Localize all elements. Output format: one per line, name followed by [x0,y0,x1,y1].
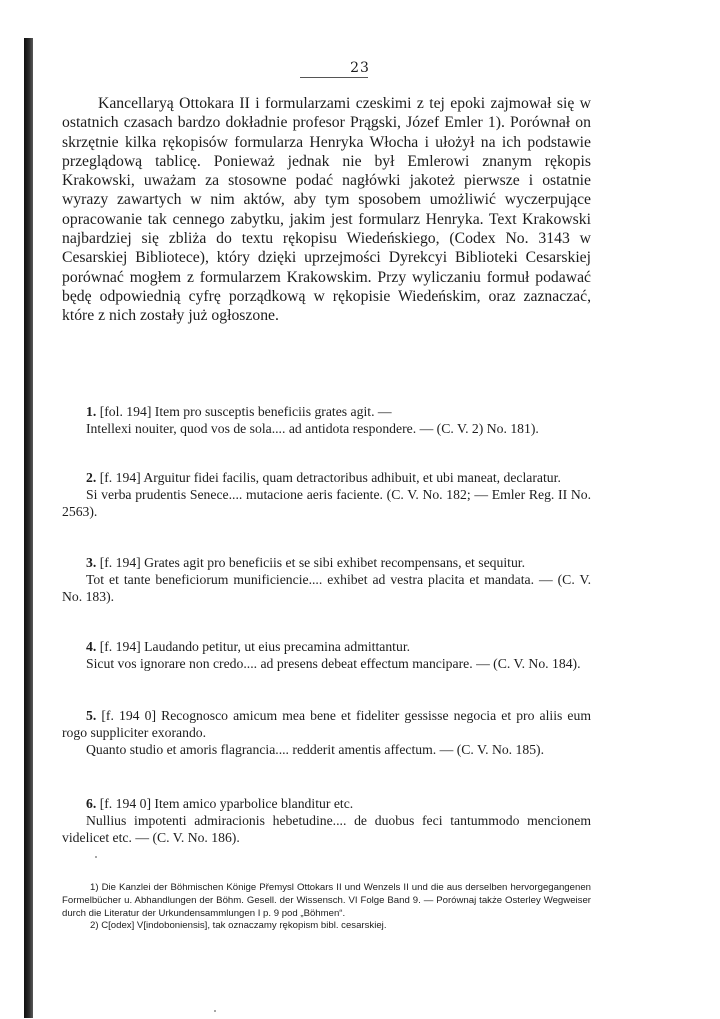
entry-incipit: Intellexi nouiter, quod vos de sola.... ad antidota respondere. — (C. V. 2) No. 181). [86,420,539,436]
footnote-marker: 2) [90,920,99,932]
entry-heading: [f. 194 0] Item amico yparbolice blanditur etc. [99,796,354,811]
entry-incipit: Quanto studio et amoris flagrancia.... redderit amentis affectum. — (C. V. No. 185). [86,741,545,757]
formula-entry-6 [62,796,591,846]
entry-number: 5. [86,708,97,723]
footnote-marker: 1) [90,882,99,893]
entry-number: 2. [86,470,97,485]
entry-heading: [f. 194] Arguitur fidei facilis, quam detractoribus adhibuit, et ubi maneat, declaratur. [99,470,561,485]
entry-number: 6. [86,796,97,811]
ink-speck [95,856,97,858]
footnote-1 [62,882,591,920]
entry-number: 1. [86,404,97,419]
ink-speck [214,1010,216,1012]
entry-heading: [f. 194] Grates agit pro beneficiis et se sibi exhibet recompensans, et sequitur. [99,555,526,570]
formula-entry-4 [62,639,591,673]
footnote-2 [62,920,591,933]
footnote-text: C[odex] V[indoboniensis], tak oznaczamy rękopism bibl. cesarskiej. [101,920,387,932]
page-number: 23 [350,60,370,76]
footnote-text: Die Kanzlei der Böhmischen Könige Přemysl Ottokars II und Wenzels II und die aus derselben hervorgegangenen Formelbücher u. Abhandlungen der Böhm. Gesell. der Wissensch. VI Folge Band 9. — Porównaj także Osterley Wegweiser durch die Literatur der Urkundensammlungen I p. 9 pod „Böhmen“. [62,882,591,919]
entry-incipit: Sicut vos ignorare non credo.... ad presens debeat effectum mancipare. — (C. V. No. 184). [86,655,581,671]
binding-edge [24,38,33,1018]
entry-number: 3. [86,555,97,570]
entry-heading: [f. 194] Laudando petitur, ut eius precamina admittantur. [99,639,411,654]
formula-entry-1 [62,404,591,438]
footnotes [62,882,591,933]
intro-paragraph [62,94,591,326]
entry-heading: [fol. 194] Item pro susceptis beneficiis grates agit. — [99,404,392,419]
entry-heading: [f. 194 0] Recognosco amicum mea bene et fideliter gessisse negocia et pro aliis eum rogo suppliciter exorando. [62,708,591,740]
page-number-rule [300,77,368,78]
formula-entry-2 [62,470,591,520]
entry-incipit: Nullius impotenti admiracionis hebetudine.... de duobus feci tantummodo mencionem videlicet etc. — (C. V. No. 186). [62,812,591,845]
intro-text: Kancellaryą Ottokara II i formularzami czeskimi z tej epoki zajmował się w ostatnich czasach bardzo dokładnie profesor Prągski, Józef Emler 1). Porównał on skrzętnie kilka rękopisów formularza Henryka Włocha i ułożył na ich podstawie przeglądową tablicę. Ponieważ jednak nie był Emlerowi znanym rękopis Krakowski, uważam za stosowne podać nagłówki jakoteż pierwsze i ostatnie wyrazy zawartych w nim aktów, aby tym sposobem umożliwić wyczerpujące opracowanie tak cennego zabytku, jakim jest formularz Henryka. Text Krakowski najbardziej się zbliża do textu rękopisu Wiedeńskiego, (Codex No. 3143 w Cesarskiej Bibliotece), który dzięki uprzejmości Dyrekcyi Biblioteki Cesarskiej porównać mogłem z formularzem Krakowskim. Przy wyliczaniu formuł podawać będę odpowiednią cyfrę porządkową w rękopisie Wiedeńskim, oraz zaznaczać, które z nich zostały już ogłoszone. [62,95,591,325]
formula-entry-3 [62,555,591,605]
entry-incipit: Si verba prudentis Senece.... mutacione aeris faciente. (C. V. No. 182; — Emler Reg. II No. 2563). [62,486,591,519]
entry-incipit: Tot et tante beneficiorum munificiencie.... exhibet ad vestra placita et mandata. — (C. V. No. 183). [62,571,591,604]
formula-entry-5 [62,708,591,758]
entry-number: 4. [86,639,97,654]
